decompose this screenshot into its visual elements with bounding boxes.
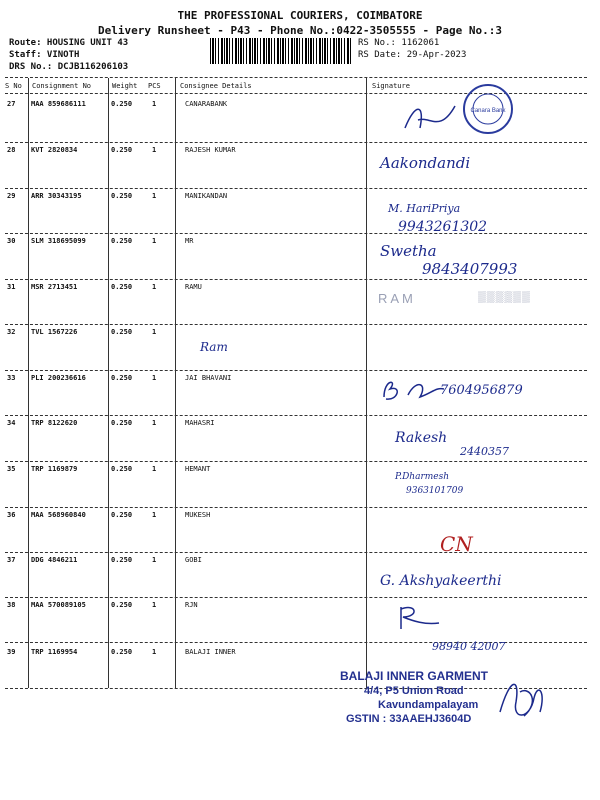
balaji-stamp-name: BALAJI INNER GARMENT bbox=[340, 669, 489, 683]
row-consignment-no: MSR 2713451 bbox=[31, 283, 78, 291]
handwriting-r29-phone: 9943261302 bbox=[398, 219, 488, 235]
row-consignee: MAHASRI bbox=[185, 419, 215, 427]
signature-rjn bbox=[395, 603, 445, 633]
handwriting-r30-phone: 9843407993 bbox=[422, 260, 518, 278]
row-sno: 29 bbox=[7, 192, 16, 200]
signature-canara bbox=[400, 98, 460, 138]
handwriting-r32: Ram bbox=[200, 340, 228, 354]
signature-balaji bbox=[490, 672, 550, 724]
runsheet-title: Delivery Runsheet - P43 - Phone No.:0422-3505555 - Page No.:3 bbox=[98, 24, 502, 37]
row-sno: 33 bbox=[7, 374, 16, 382]
row-sno: 30 bbox=[7, 237, 16, 245]
row-weight: 0.250 bbox=[111, 465, 133, 473]
row-consignment-no: ARR 30343195 bbox=[31, 192, 82, 200]
row-pcs: 1 bbox=[152, 237, 157, 245]
row-divider bbox=[5, 142, 587, 143]
col-consignee: Consignee Details bbox=[180, 82, 252, 90]
row-divider bbox=[5, 279, 587, 280]
handwriting-r30-name: Swetha bbox=[380, 242, 437, 260]
row-consignment-no: TRP 1169879 bbox=[31, 465, 78, 473]
row-pcs: 1 bbox=[152, 192, 157, 200]
row-consignment-no: MAA 859686111 bbox=[31, 100, 86, 108]
handwriting-r37: G. Akshyakeerthi bbox=[380, 573, 502, 589]
row-pcs: 1 bbox=[152, 601, 157, 609]
balaji-stamp-addr2: Kavundampalayam bbox=[378, 699, 479, 711]
row-consignee: RAMU bbox=[185, 283, 202, 291]
row-sno: 35 bbox=[7, 465, 16, 473]
row-divider bbox=[5, 233, 587, 234]
row-weight: 0.250 bbox=[111, 237, 133, 245]
balaji-stamp-addr1: 4/4, P5 Union Road bbox=[364, 685, 464, 697]
row-consignee: BALAJI INNER bbox=[185, 648, 236, 656]
canara-bank-stamp bbox=[462, 83, 514, 135]
rs-number: RS No.: 1162061 bbox=[358, 38, 440, 48]
drs-number: DRS No.: DCJB116206103 bbox=[9, 62, 129, 72]
row-sno: 27 bbox=[7, 100, 16, 108]
row-pcs: 1 bbox=[152, 374, 157, 382]
handwriting-r35-phone: 9363101709 bbox=[406, 486, 464, 496]
company-name: THE PROFESSIONAL COURIERS, COIMBATORE bbox=[177, 9, 423, 22]
row-divider bbox=[5, 461, 587, 462]
row-pcs: 1 bbox=[152, 328, 157, 336]
balaji-stamp-gstin: GSTIN : 33AAEHJ3604D bbox=[346, 713, 472, 725]
ram-stamp-faded: ▒▒▒▒▒▒ bbox=[478, 291, 531, 303]
row-pcs: 1 bbox=[152, 648, 157, 656]
row-consignment-no: TVL 1567226 bbox=[31, 328, 78, 336]
row-sno: 32 bbox=[7, 328, 16, 336]
row-consignment-no: MAA 568960840 bbox=[31, 511, 86, 519]
handwriting-r34-phone: 2440357 bbox=[460, 445, 509, 458]
row-divider bbox=[5, 597, 587, 598]
row-weight: 0.250 bbox=[111, 419, 133, 427]
row-sno: 38 bbox=[7, 601, 16, 609]
row-pcs: 1 bbox=[152, 419, 157, 427]
ram-stamp-text: RAM bbox=[378, 291, 416, 306]
row-consignment-no: DDG 4846211 bbox=[31, 556, 78, 564]
row-consignment-no: KVT 2820834 bbox=[31, 146, 78, 154]
row-divider bbox=[5, 415, 587, 416]
row-consignee: CANARABANK bbox=[185, 100, 228, 108]
col-signature: Signature bbox=[372, 82, 410, 90]
row-pcs: 1 bbox=[152, 283, 157, 291]
handwriting-r33-phone: 7604956879 bbox=[440, 383, 523, 398]
row-pcs: 1 bbox=[152, 556, 157, 564]
row-consignment-no: TRP 1169954 bbox=[31, 648, 78, 656]
row-sno: 39 bbox=[7, 648, 16, 656]
row-consignment-no: SLM 318695099 bbox=[31, 237, 86, 245]
row-weight: 0.250 bbox=[111, 146, 133, 154]
barcode bbox=[210, 38, 352, 64]
row-weight: 0.250 bbox=[111, 601, 133, 609]
row-divider bbox=[5, 552, 587, 553]
handwriting-r29-name: M. HariPriya bbox=[388, 202, 461, 215]
row-weight: 0.250 bbox=[111, 556, 133, 564]
row-pcs: 1 bbox=[152, 511, 157, 519]
row-sno: 37 bbox=[7, 556, 16, 564]
col-pcs: PCS bbox=[148, 82, 161, 90]
row-weight: 0.250 bbox=[111, 328, 133, 336]
handwriting-r28: Aakondandi bbox=[380, 154, 471, 172]
row-consignee: MR bbox=[185, 237, 194, 245]
row-consignment-no: TRP 8122620 bbox=[31, 419, 78, 427]
row-divider bbox=[5, 324, 587, 325]
row-consignee: GOBI bbox=[185, 556, 202, 564]
row-weight: 0.250 bbox=[111, 374, 133, 382]
row-sno: 36 bbox=[7, 511, 16, 519]
header-top-rule bbox=[5, 77, 587, 78]
row-sno: 34 bbox=[7, 419, 16, 427]
row-consignee: RJN bbox=[185, 601, 198, 609]
col-consignment: Consignment No bbox=[32, 82, 92, 90]
rs-date: RS Date: 29-Apr-2023 bbox=[358, 50, 467, 60]
row-pcs: 1 bbox=[152, 146, 157, 154]
row-consignee: MANIKANDAN bbox=[185, 192, 228, 200]
row-consignee: RAJESH KUMAR bbox=[185, 146, 236, 154]
row-divider bbox=[5, 188, 587, 189]
row-pcs: 1 bbox=[152, 100, 157, 108]
col-weight: Weight bbox=[112, 82, 138, 90]
row-consignee: MUKESH bbox=[185, 511, 211, 519]
row-consignee: HEMANT bbox=[185, 465, 211, 473]
row-divider bbox=[5, 507, 587, 508]
row-sno: 28 bbox=[7, 146, 16, 154]
handwriting-r36: CN bbox=[440, 532, 473, 556]
staff-label: Staff: VINOTH bbox=[9, 50, 80, 60]
row-sno: 31 bbox=[7, 283, 16, 291]
row-consignment-no: PLI 200236616 bbox=[31, 374, 86, 382]
row-weight: 0.250 bbox=[111, 192, 133, 200]
canara-stamp-text: Canara Bank bbox=[470, 108, 506, 114]
row-weight: 0.250 bbox=[111, 283, 133, 291]
row-consignee: JAI BHAVANI bbox=[185, 374, 232, 382]
handwriting-r35-name: P.Dharmesh bbox=[395, 472, 450, 482]
handwriting-r38-phone: 98940 42007 bbox=[432, 640, 506, 653]
row-weight: 0.250 bbox=[111, 511, 133, 519]
row-consignment-no: MAA 570089105 bbox=[31, 601, 86, 609]
handwriting-r34-name: Rakesh bbox=[395, 430, 448, 446]
col-sno: S No bbox=[5, 82, 22, 90]
row-divider bbox=[5, 370, 587, 371]
route-label: Route: HOUSING UNIT 43 bbox=[9, 38, 129, 48]
row-weight: 0.250 bbox=[111, 100, 133, 108]
row-pcs: 1 bbox=[152, 465, 157, 473]
row-weight: 0.250 bbox=[111, 648, 133, 656]
